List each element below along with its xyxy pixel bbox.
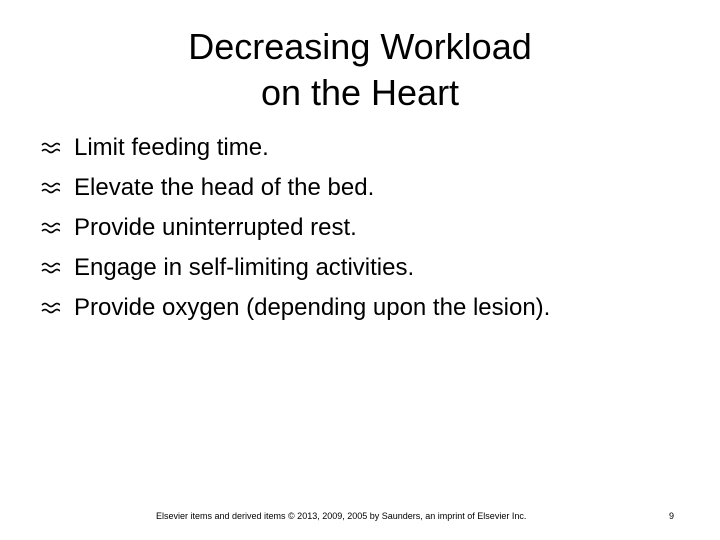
wave-bullet-icon [40, 261, 60, 275]
bullet-text: Provide uninterrupted rest. [74, 214, 357, 241]
bullet-text: Elevate the head of the bed. [74, 174, 375, 201]
title-line-2: on the Heart [260, 72, 460, 113]
bullet-text: Engage in self-limiting activities. [74, 254, 415, 281]
copyright-footer: Elsevier items and derived items © 2013, 2009, 2005 by Saunders, an imprint of Elsevier Inc. [156, 511, 527, 521]
title-line-1: Decreasing Workload [188, 26, 532, 67]
page-number: 9 [669, 511, 675, 521]
bullet-text: Provide oxygen (depending upon the lesion). [74, 294, 551, 321]
wave-bullet-icon [40, 141, 60, 155]
slide-title [60, 24, 660, 116]
wave-bullet-icon [40, 301, 60, 315]
wave-bullet-icon [40, 181, 60, 195]
wave-bullet-icon [40, 221, 60, 235]
bullet-text: Limit feeding time. [74, 134, 269, 161]
